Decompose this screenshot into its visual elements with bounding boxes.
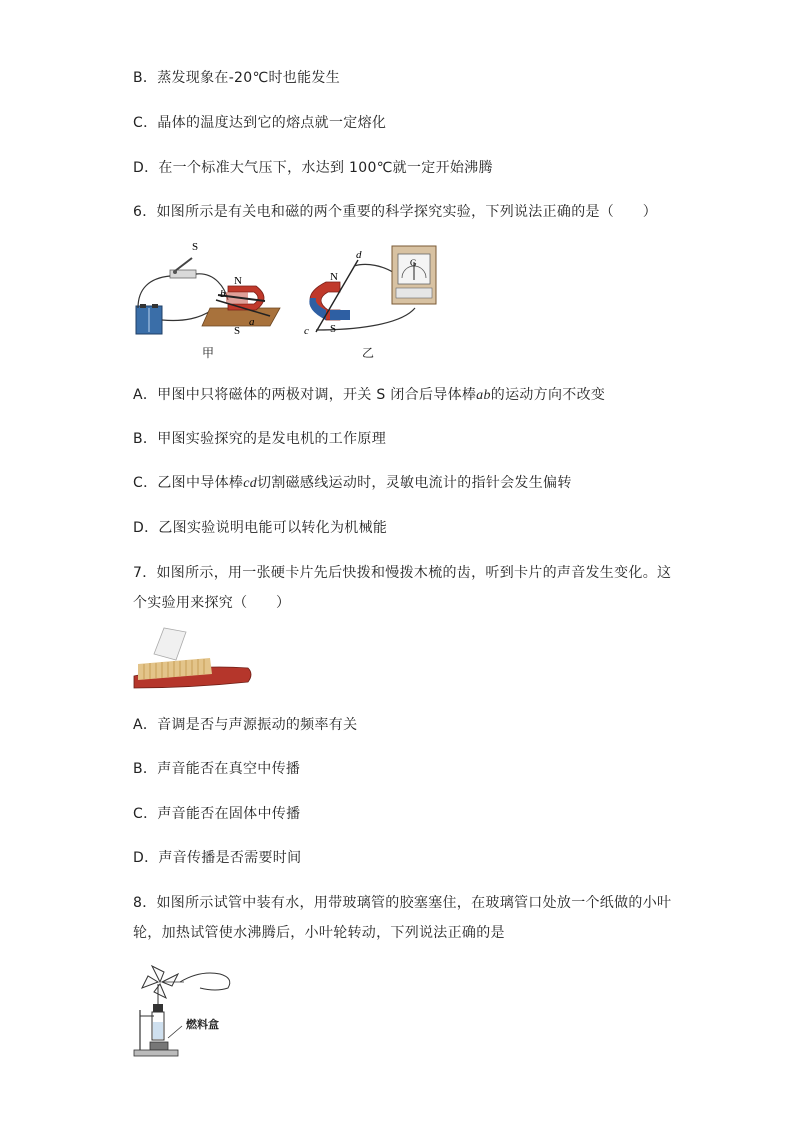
q6-option-a [133, 384, 605, 404]
q5-option-b: B．蒸发现象在-20℃时也能发生 [133, 70, 340, 86]
q6-stem: 6．如图所示是有关电和磁的两个重要的科学探究实验，下列说法正确的是（ ） [133, 204, 658, 220]
battery-icon [136, 304, 162, 334]
q6-option-a-var: ab [476, 388, 491, 403]
fuel-box-label: 燃料盒 [186, 1018, 219, 1031]
q8-stem-line2: 轮，加热试管使水沸腾后，小叶轮转动，下列说法正确的是 [133, 925, 505, 941]
comb-icon [134, 658, 251, 688]
galvanometer-g-label: G [410, 258, 417, 268]
galvanometer-icon [392, 246, 436, 304]
q5-option-c: C．晶体的温度达到它的熔点就一定熔化 [133, 115, 387, 131]
q6-figure [130, 238, 450, 363]
q6-option-c [133, 472, 572, 492]
q7-stem-line1: 7．如图所示，用一张硬卡片先后快拨和慢拨木梳的齿，听到卡片的声音发生变化。这 [133, 565, 672, 581]
q6-option-a-pre: A．甲图中只将磁体的两极对调，开关 S 闭合后导体棒 [133, 387, 477, 403]
q7-option-c: C．声音能否在固体中传播 [133, 806, 301, 822]
rod-end-d-label: d [356, 249, 362, 261]
figure-yi-caption: 乙 [362, 346, 375, 360]
q7-option-a: A．音调是否与声源振动的频率有关 [133, 717, 358, 733]
rod-end-a-label: a [249, 316, 255, 328]
q7-option-d: D．声音传播是否需要时间 [133, 850, 302, 866]
north-pole-label-right: N [330, 271, 338, 283]
figure-jia-caption: 甲 [202, 346, 215, 360]
north-pole-label-left: N [234, 275, 242, 287]
south-pole-label-right: S [330, 323, 337, 335]
q7-option-b: B．声音能否在真空中传播 [133, 761, 301, 777]
q6-option-d: D．乙图实验说明电能可以转化为机械能 [133, 520, 388, 536]
comb-figure [130, 624, 255, 694]
q6-option-c-var: cd [243, 476, 258, 491]
switch-label: S [192, 241, 199, 253]
q6-option-c-pre: C．乙图中导体棒 [133, 475, 244, 491]
q6-option-b: B．甲图实验探究的是发电机的工作原理 [133, 431, 387, 447]
switch-icon [170, 258, 196, 278]
q6-option-a-post: 的运动方向不改变 [490, 387, 606, 403]
q8-figure [130, 960, 250, 1060]
rod-end-b-label: b [220, 288, 226, 300]
q8-stem-line1: 8．如图所示试管中装有水，用带玻璃管的胶塞塞住，在玻璃管口处放一个纸做的小叶 [133, 895, 672, 911]
card-icon [154, 628, 186, 660]
rod-end-c-label: c [304, 325, 309, 337]
south-pole-label-left: S [234, 325, 241, 337]
horseshoe-magnet-icon [309, 282, 350, 320]
q7-stem-line2: 个实验用来探究（ ） [133, 595, 291, 611]
q5-option-d: D．在一个标准大气压下，水达到 100℃就一定开始沸腾 [133, 160, 493, 176]
fuel-box-icon [150, 1042, 168, 1050]
q6-option-c-post: 切割磁感线运动时，灵敏电流计的指针会发生偏转 [257, 475, 572, 491]
